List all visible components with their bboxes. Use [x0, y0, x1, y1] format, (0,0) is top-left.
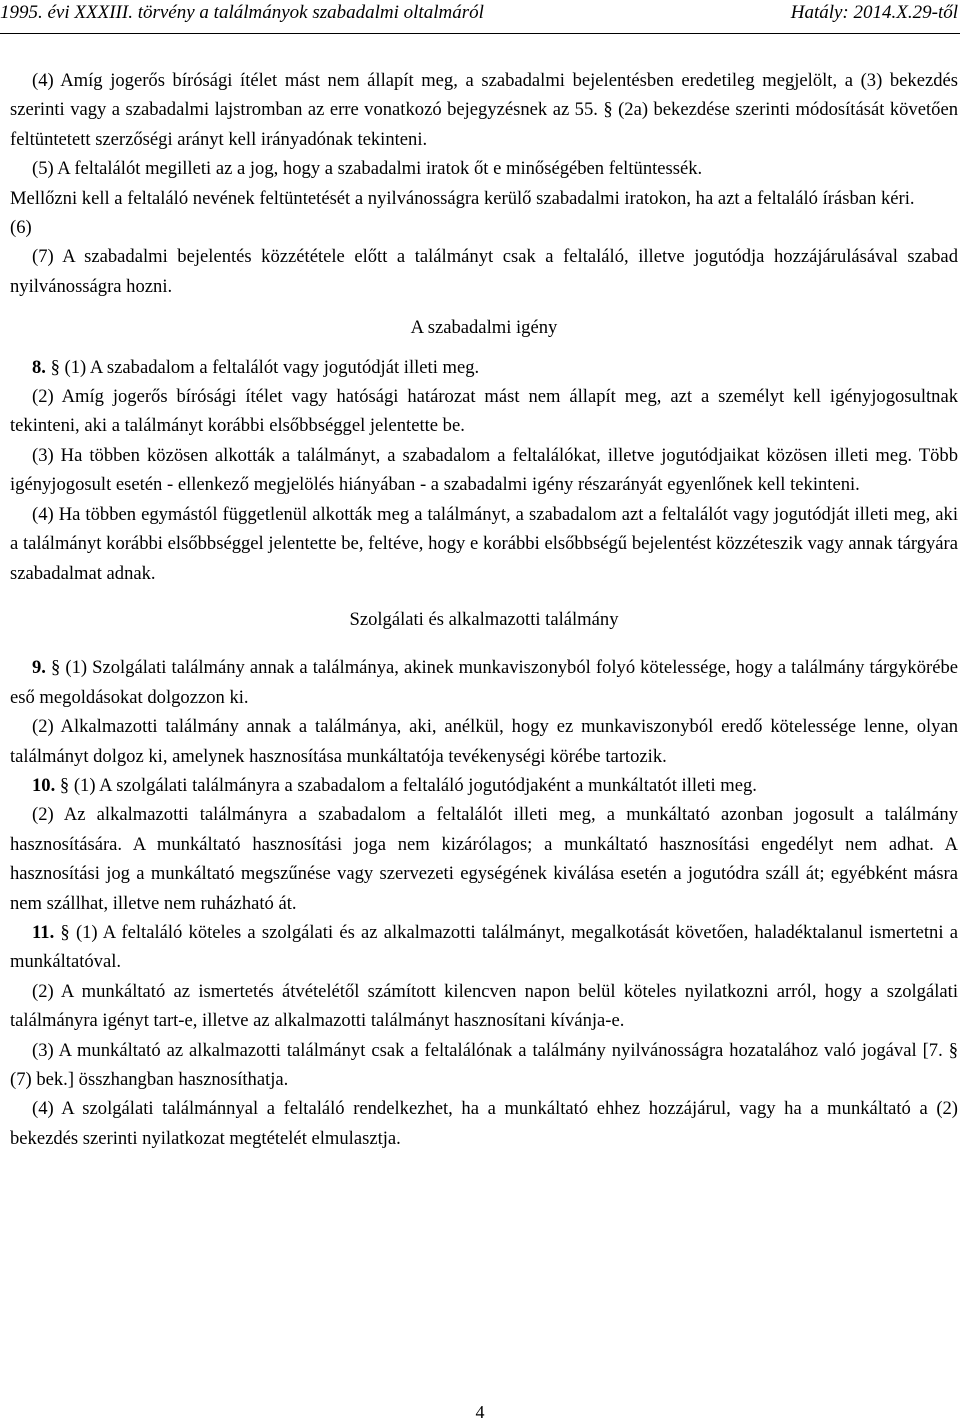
section-11-1 — [10, 918, 958, 977]
section-heading-service-invention: Szolgálati és alkalmazotti találmány — [349, 608, 619, 630]
paragraph-7-7: (7) A szabadalmi bejelentés közzététele előtt a találmányt csak a feltaláló, illetve jogutódja hozzájárulásával szabad nyilvánosságra hozni. — [10, 246, 958, 297]
section-text: § (1) Szolgálati találmány annak a találmánya, akinek munkaviszonyból folyó kötelessége, hogy a találmány tárgykörébe eső megoldásokat dolgozzon ki. — [10, 657, 958, 708]
paragraph-11-4: (4) A szolgálati találmánnyal a feltaláló rendelkezhet, ha a munkáltató ehhez hozzájárul, vagy ha a munkáltató a (2) bekezdés szerinti nyilatkozat megtételét elmulasztja. — [10, 1098, 958, 1149]
section-10-1 — [10, 771, 958, 800]
paragraph-7-5-continued: Mellőzni kell a feltaláló nevének feltüntetését a nyilvánosságra kerülő szabadalmi iratokon, ha azt a feltaláló írásban kéri. — [10, 187, 915, 209]
paragraph-9-2: (2) Alkalmazotti találmány annak a találmánya, aki, anélkül, hogy ez munkaviszonyból eredő kötelessége lenne, olyan találmányt dolgoz ki, amelynek hasznosítása munkáltatója tevékenységi körébe tartozik. — [10, 716, 958, 767]
section-8-1 — [10, 353, 958, 382]
paragraph-8-4: (4) Ha többen egymástól függetlenül alkották meg a találmányt, a szabadalom azt a feltalálót vagy jogutódját illeti meg, aki a találmányt korábbi elsőbbséggel jelentette be, feltéve, hogy e korábbi elsőbbségű bejelentést közzéteszik vagy annak tárgyára szabadalmat adnak. — [10, 503, 958, 584]
page-header — [0, 0, 960, 34]
section-number: 8. — [32, 356, 46, 378]
section-number: 9. — [32, 657, 46, 679]
paragraph-8-3: (3) Ha többen közösen alkották a találmányt, a szabadalom a feltalálókat, illetve jogutódjaikat közösen illeti meg. Több igényjogosult esetén - ellenkező megjelölés hiányában - a szabadalmi igény részarányát egyenlőnek kell tekinteni. — [10, 444, 958, 496]
document-title: 1995. évi XXXIII. törvény a találmányok szabadalmi oltalmáról — [0, 2, 484, 23]
section-text: § (1) A szabadalom a feltalálót vagy jogutódját illeti meg. — [45, 356, 480, 378]
section-number: 10. — [32, 774, 56, 796]
effective-date: Hatály: 2014.X.29-től — [790, 2, 958, 23]
paragraph-8-2: (2) Amíg jogerős bírósági ítélet vagy hatósági határozat mást nem állapít meg, azt a személyt kell igényjogosultnak tekinteni, aki a találmányt korábbi elsőbbséggel jelentette be. — [10, 386, 958, 437]
section-text: § (1) A szolgálati találmányra a szabadalom a feltaláló jogutódjaként a munkáltatót illeti meg. — [55, 774, 757, 796]
section-text: § (1) A feltaláló köteles a szolgálati és az alkalmazotti találmányt, megalkotását követően, haladéktalanul ismertetni a munkáltatóval. — [10, 921, 958, 973]
page-number: 4 — [475, 1402, 485, 1422]
section-heading-patent-claim: A szabadalmi igény — [410, 317, 558, 339]
document-body — [10, 66, 958, 1153]
paragraph-10-2: (2) Az alkalmazotti találmányra a szabadalom a feltalálót illeti meg, a munkáltató azonban jogosult a találmány hasznosítására. A munkáltató hasznosítási joga nem kizárólagos; a munkáltató hasznosítási engedélyt nem adhat. A hasznosítási jog a munkáltató megszűnése vagy szervezeti egységének kiválása esetén a jogutódra száll át; egyébként másra nem szállhat, illetve nem ruházható át. — [10, 804, 958, 914]
section-9-1 — [10, 653, 958, 712]
paragraph-11-3: (3) A munkáltató az alkalmazotti találmányt csak a feltalálónak a találmány nyilvánosságra hozatalához való jogával [7. § (7) bek.] összhangban hasznosíthatja. — [10, 1039, 958, 1090]
section-number: 11. — [32, 921, 55, 943]
paragraph-7-6: (6) — [10, 217, 32, 239]
paragraph-7-5: (5) A feltalálót megilleti az a jog, hogy a szabadalmi iratok őt e minőségében feltüntessék. — [32, 158, 703, 180]
paragraph-11-2: (2) A munkáltató az ismertetés átvételétől számított kilencven napon belül köteles nyilatkozni arról, hogy a szolgálati találmányra igényt tart-e, illetve az alkalmazotti találmányt hasznosítani kívánja-e. — [10, 980, 958, 1032]
paragraph-7-4: (4) Amíg jogerős bírósági ítélet mást nem állapít meg, a szabadalmi bejelentésben eredetileg megjelölt, a (3) bekezdés szerinti vagy a szabadalmi lajstromban az erre vonatkozó bejegyzésnek az 55. § (2a) bekezdése szerinti módosítását követően feltüntetett szerzőségi arányt kell irányadónak tekinteni. — [10, 70, 958, 150]
